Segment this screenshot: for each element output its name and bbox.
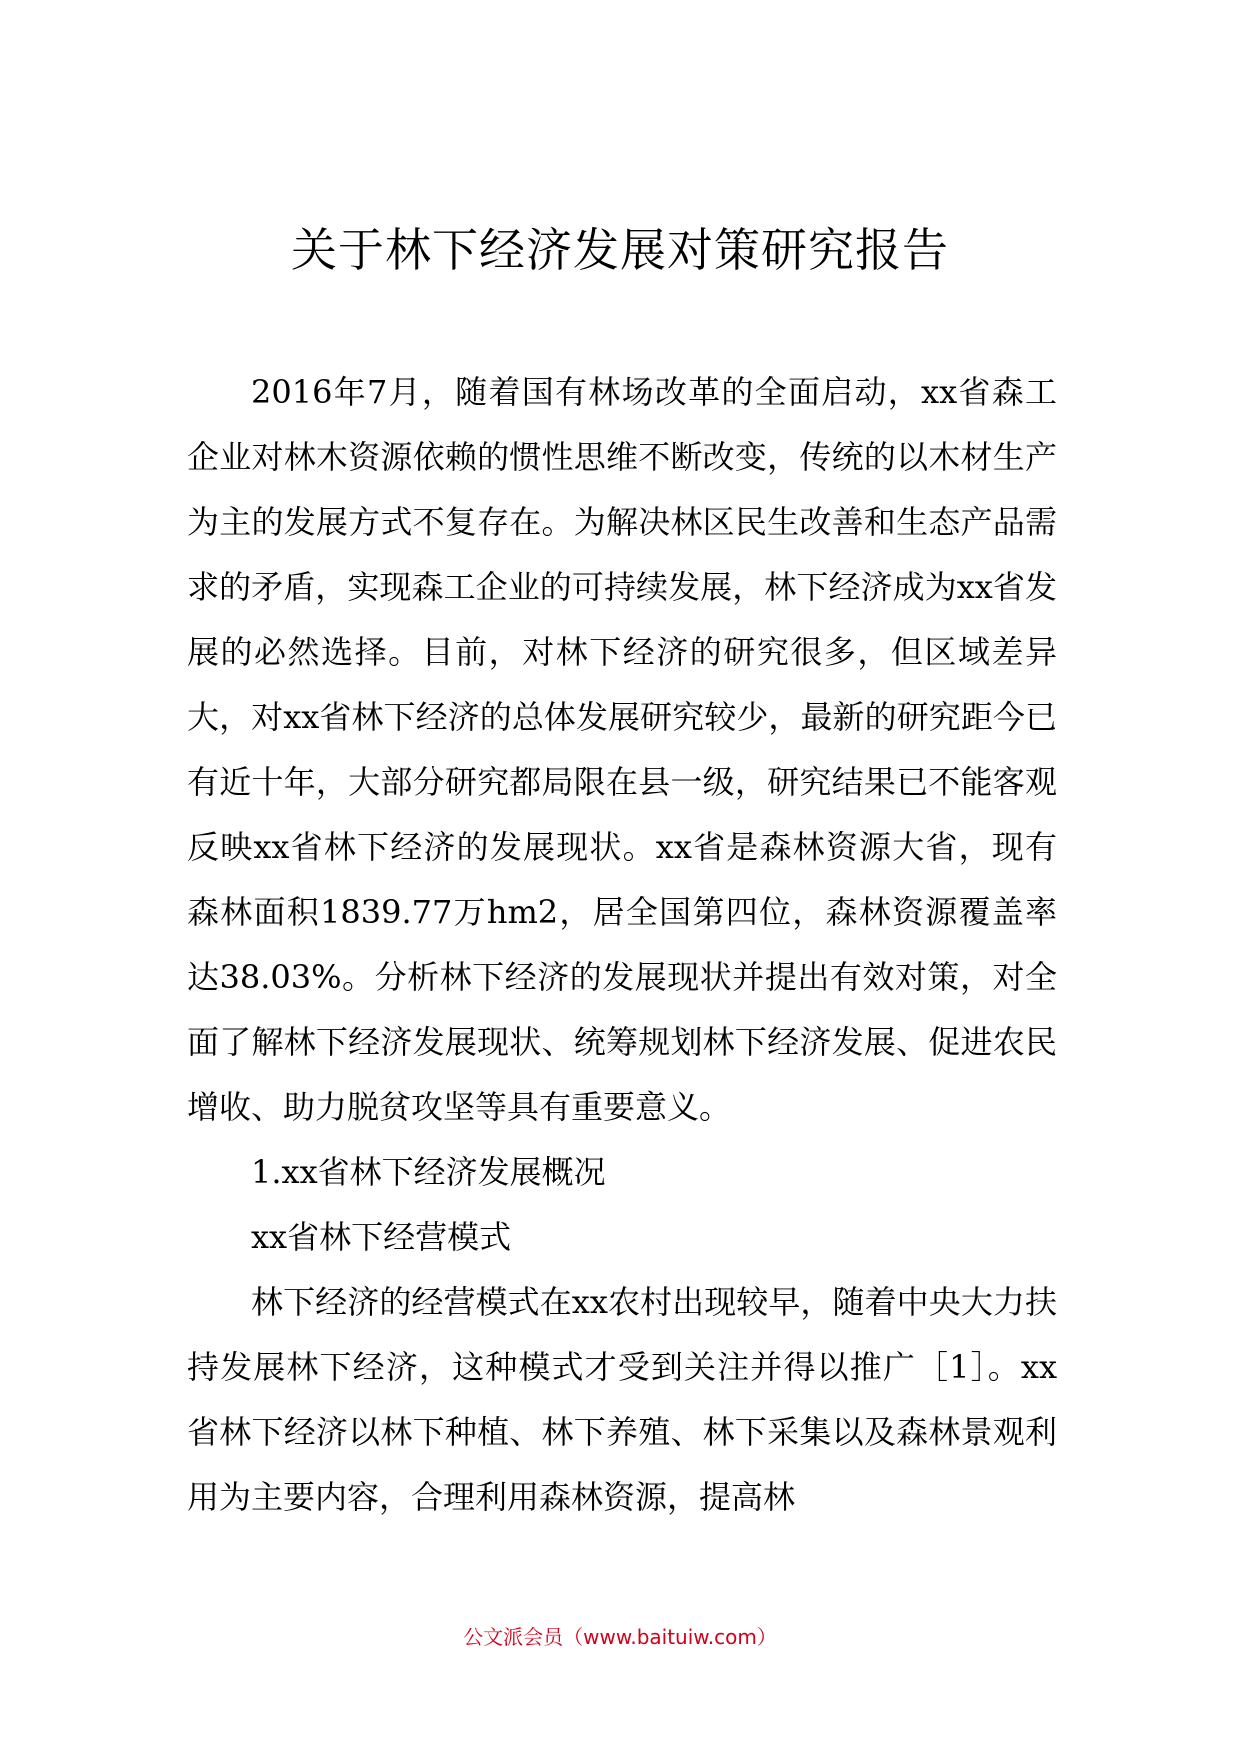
- body-paragraph: 林下经济的经营模式在xx农村出现较早，随着中央大力扶持发展林下经济，这种模式才受到关注并得以推广［1］。xx省林下经济以林下种植、林下养殖、林下采集以及森林景观利用为主要内容，合理利用森林资源，提高林: [187, 1283, 1057, 1516]
- document-body: [187, 360, 1057, 1530]
- document-title: 关于林下经济发展对策研究报告: [291, 223, 949, 277]
- subsection-heading: xx省林下经营模式: [251, 1218, 512, 1256]
- section-heading: 1.xx省林下经济发展概况: [251, 1153, 606, 1191]
- intro-paragraph: 2016年7月，随着国有林场改革的全面启动，xx省森工企业对林木资源依赖的惯性思维不断改变，传统的以木材生产为主的发展方式不复存在。为解决林区民生改善和生态产品需求的矛盾，实现森工企业的可持续发展，林下经济成为xx省发展的必然选择。目前，对林下经济的研究很多，但区域差异大，对xx省林下经济的总体发展研究较少，最新的研究距今已有近十年，大部分研究都局限在县一级，研究结果已不能客观反映xx省林下经济的发展现状。xx省是森林资源大省，现有森林面积1839.77万hm2，居全国第四位，森林资源覆盖率达38.03%。分析林下经济的发展现状并提出有效对策，对全面了解林下经济发展现状、统筹规划林下经济发展、促进农民增收、助力脱贫攻坚等具有重要意义。: [187, 373, 1057, 1126]
- footer-watermark[interactable]: 公文派会员（www.baituiw.com）: [463, 1625, 777, 1649]
